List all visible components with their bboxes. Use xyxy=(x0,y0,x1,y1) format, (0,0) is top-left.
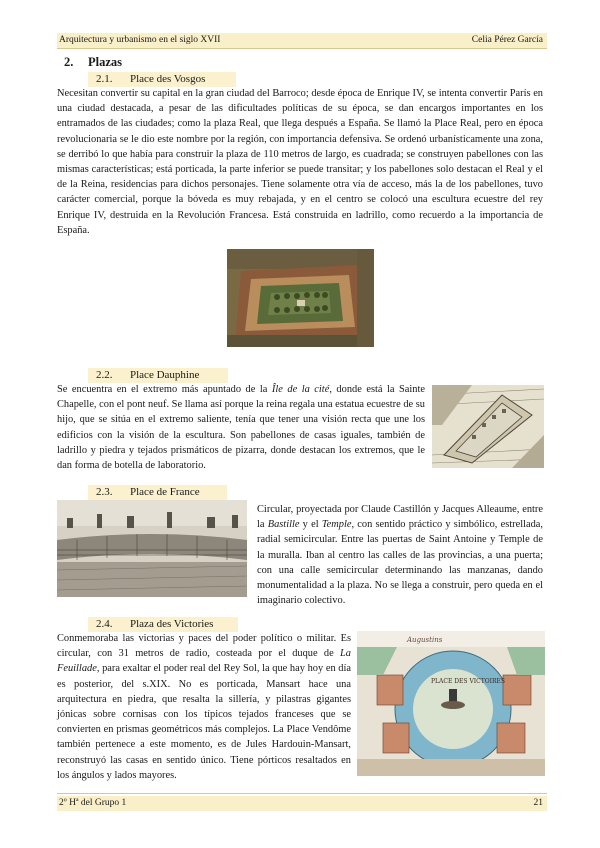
paragraph-victoires xyxy=(57,631,351,783)
text-run-italic: Temple xyxy=(321,519,352,531)
map-top-label: Augustins xyxy=(407,636,443,644)
subheading-number: 2.3. xyxy=(96,486,113,498)
paragraph-france xyxy=(257,502,543,608)
header-rule xyxy=(57,48,547,49)
subheading-2-4 xyxy=(88,617,238,632)
map-place-label: PLACE DES VICTOIRES xyxy=(431,678,506,685)
place-des-vosges-aerial-image xyxy=(227,249,374,347)
subheading-2-1 xyxy=(88,72,236,87)
paragraph-vosges: Necesitan convertir su capital en la gran ciudad del Barroco; desde época de Enrique IV, se intenta convertir París en una ciudad destacada, a pesar de las dificultades políticas de su época, se dan encargos importantes en los entramados de las ciudades; como la plaza Real, que llega después a España. Se llamó la Place Real, pero en época revolucionaria se le dio este nombre por la región, con importancia defensiva. Se ordenó urbanísticamente una zona, se derribó lo que había para construir la plaza de 110 metros de largo, es cuadrada; se construyen pabellones con las mismas características; está porticada, la parte inferior se puede transitar; y los pabellones solo destacan el Real y el de la Reina, residencias para dichos personajes. Tiene solamente otra vía de acceso, más la de los pabellones, tuvo carácter comercial, porque la bóveda es muy rebajada, y en el centro se colocó una escultura ecuestre del rey Enrique IV, destruida en la Revolución Francesa. Está construida en ladrillo, como recuerdo a la importancia de España. xyxy=(57,88,543,236)
page-footer xyxy=(57,796,547,811)
text-run-italic: Île de la cité xyxy=(271,384,330,395)
place-des-victoires-map-image xyxy=(357,631,545,776)
place-de-france-engraving-image xyxy=(57,500,247,597)
footer-group: 2º Hª del Grupo 1 xyxy=(59,798,127,808)
text-run: Circular, proyectada por Claude Castillón y Jacques Alleaume, entre la xyxy=(257,504,543,531)
header-title: Arquitectura y urbanismo en el siglo XVII xyxy=(59,35,221,45)
text-run: , con sentido práctico y simbólico, estrellada, radial semicircular. Entre las puertas de Saint Antoine y Temple de la muralla. Iban al centro las calles de las provincias, a una puerta; con una calle semicircular determinando las manzanas, dando monumentalidad a la plaza. No se llega a construir, pero queda en el imaginario colectivo. xyxy=(257,519,543,607)
text-run-italic: La Feuillade xyxy=(57,648,351,675)
section-title: Plazas xyxy=(88,55,123,69)
text-run-italic: Bastille xyxy=(267,519,300,531)
subheading-number: 2.4. xyxy=(96,618,113,630)
subheading-number: 2.1. xyxy=(96,73,113,85)
page-number: 21 xyxy=(533,798,543,808)
section-number: 2. xyxy=(64,55,74,69)
header-author: Celia Pérez García xyxy=(471,35,543,45)
footer-rule xyxy=(57,793,547,794)
text-run: y el xyxy=(299,519,322,531)
subheading-title: Plaza des Victories xyxy=(130,618,214,630)
page-header xyxy=(57,33,547,48)
subheading-title: Place de France xyxy=(130,486,200,498)
paragraph-dauphine xyxy=(57,382,425,473)
subheading-number: 2.2. xyxy=(96,369,113,381)
subheading-title: Place Dauphine xyxy=(130,369,200,381)
text-run: Conmemoraba las victorias y paces del poder político o militar. Es circular, con 31 metros de radio, costeada por el duque de xyxy=(57,633,351,660)
place-dauphine-engraving-image xyxy=(432,385,544,468)
text-run: , donde está la Sainte Chapelle, con el pont neuf. Se llama así porque la reina regala una estatua ecuestre de su hijo, que se sitúa en el extremo saliente, tenía que tener una visión recta que une los edificios con la visión de la escultura. Son pabellones de casas iguales, también de ladrillo y piedra y tejados prismáticos de pizarra, donde destacan los extremos, que le dan forma de botella de laboratorio. xyxy=(57,384,425,472)
subheading-2-2 xyxy=(88,368,228,383)
section-heading xyxy=(64,55,122,70)
subheading-2-3 xyxy=(88,485,227,500)
subheading-title: Place des Vosgos xyxy=(130,73,206,85)
text-run: Se encuentra en el extremo más apuntado de la xyxy=(57,384,272,395)
text-run: , para exaltar el poder real del Rey Sol, la que hay hoy en día es posterior, del s.XIX. No es porticada, Mansart hace una arquitectura en piedra, que resalta la sillería, y pilastras gigantes jónicas sobre cornisas con los típicos tejados franceses que se convierten en prismas geométricos más complejos. La Place Vendôme también pertenece a este momento, es de Jules Hardouin-Mansart, reconstruyó las casas en sentido único. Tiene pórticos resaltados en los ángulos y lados mayores. xyxy=(57,663,351,781)
